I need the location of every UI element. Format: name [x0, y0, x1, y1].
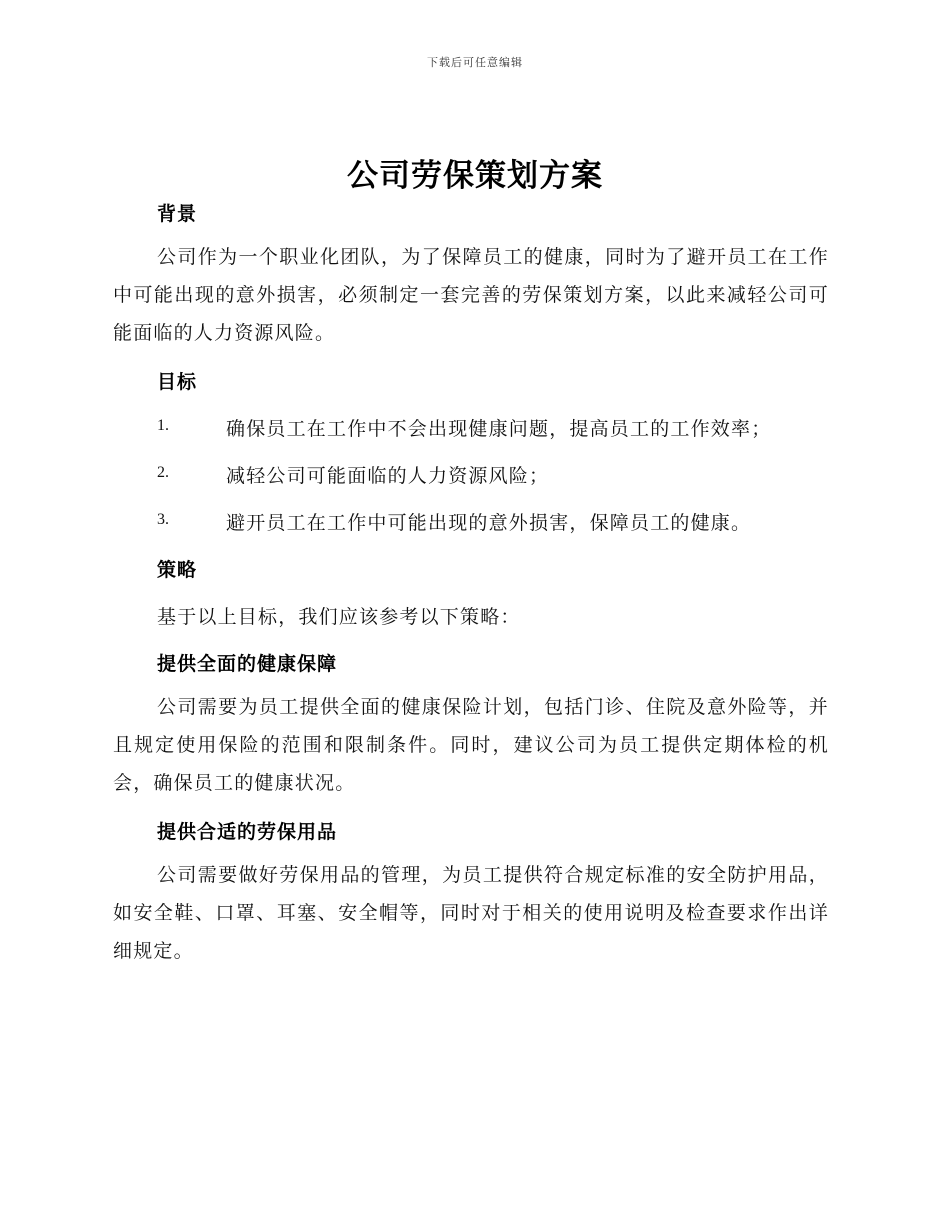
subheading-health-coverage: 提供全面的健康保障 — [157, 653, 338, 675]
list-item — [157, 414, 837, 444]
strategy-intro: 基于以上目标，我们应该参考以下策略： — [157, 606, 521, 628]
section-heading-goals: 目标 — [157, 371, 198, 393]
paragraph-background: 公司作为一个职业化团队，为了保障员工的健康，同时为了避开员工在工作中可能出现的意外损害，必须制定一套完善的劳保策划方案，以此来减轻公司可能面临的人力资源风险。 — [113, 246, 829, 344]
list-item-number: 3. — [157, 511, 169, 528]
subheading-protective-equipment: 提供合适的劳保用品 — [157, 821, 338, 843]
list-item-number: 2. — [157, 464, 169, 481]
document-title: 公司劳保策划方案 — [347, 158, 603, 194]
list-item-text: 减轻公司可能面临的人力资源风险； — [226, 465, 550, 487]
section-heading-background: 背景 — [157, 203, 198, 225]
section-heading-strategy: 策略 — [157, 559, 198, 581]
paragraph-health-coverage: 公司需要为员工提供全面的健康保险计划，包括门诊、住院及意外险等，并且规定使用保险的范围和限制条件。同时，建议公司为员工提供定期体检的机会，确保员工的健康状况。 — [113, 696, 829, 794]
list-item-text: 确保员工在工作中不会出现健康问题，提高员工的工作效率； — [226, 418, 772, 440]
page-header: 下载后可任意编辑 — [427, 56, 523, 69]
list-item-text: 避开员工在工作中可能出现的意外损害，保障员工的健康。 — [226, 512, 752, 534]
paragraph-protective-equipment: 公司需要做好劳保用品的管理，为员工提供符合规定标准的安全防护用品，如安全鞋、口罩、耳塞、安全帽等，同时对于相关的使用说明及检查要求作出详细规定。 — [113, 864, 829, 962]
list-item — [157, 508, 837, 538]
list-item-number: 1. — [157, 417, 169, 434]
list-item — [157, 461, 837, 491]
